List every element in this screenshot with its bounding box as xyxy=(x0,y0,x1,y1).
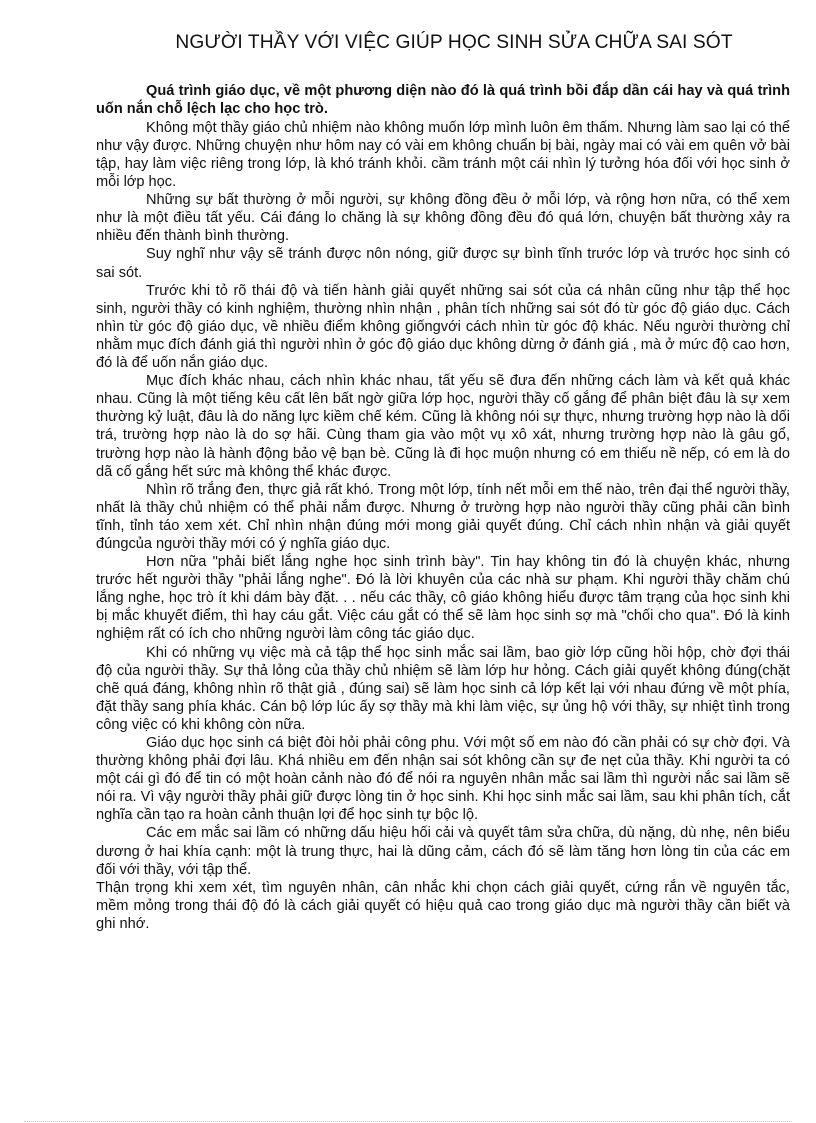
body-paragraph-5: Mục đích khác nhau, cách nhìn khác nhau, tất yếu sẽ đưa đến những cách làm và kết quả khác nhau. Cũng là một tiếng kêu cất lên bất ngờ giữa lớp học, người thầy cố gắng để phân biệt đâu là sự xem thường kỷ luật, đâu là do năng lực kiềm chế kém. Cũng là không nói sự thực, nhưng trường hợp nào là dối trá, trường hợp nào là do sợ hãi. Cùng tham gia vào một vụ xô xát, nhưng trường hợp nào là gâu gổ, trường hợp nào là hành động bảo vệ bạn bè. Cũng là đi học muộn nhưng có em thiếu nề nếp, có em là do dã cố gắng hết sức mà không thể khác được. xyxy=(96,373,790,480)
body-paragraph-3: Suy nghĩ như vậy sẽ tránh được nôn nóng, giữ được sự bình tĩnh trước lớp và trước học sinh có sai sót. xyxy=(96,246,790,281)
body-paragraph-7: Hơn nữa "phải biết lắng nghe học sinh trình bày". Tin hay không tin đó là chuyện khác, nhưng trước hết người thầy "phải lắng nghe". Đó là lời khuyên của các nhà sư phạm. Khi người thầy chăm chú lắng nghe, học trò ít khi dám bày đặt. . . nếu các thầy, cô giáo không hiểu được tâm trạng của học sinh khi bị mắc khuyết điểm, thì hay cáu gắt. Việc cáu gắt có thể sẽ làm học sinh sợ mà "chối cho qua". Đó là kinh nghiệm rất có ích cho những người làm công tác giáo dục. xyxy=(96,554,790,643)
document-page xyxy=(96,30,790,933)
lead-paragraph: Quá trình giáo dục, về một phương diện nào đó là quá trình bồi đắp dần cái hay và quá trình uốn nắn chỗ lệch lạc cho học trò. xyxy=(96,83,790,118)
document-title: NGƯỜI THẦY VỚI VIỆC GIÚP HỌC SINH SỬA CHỮA SAI SÓT xyxy=(175,32,733,53)
body-paragraph-9: Giáo dục học sinh cá biệt đòi hỏi phải công phu. Với một số em nào đó cần phải có sự chờ đợi. Và thường không phải đợi lâu. Khá nhiều em đến nhận sai sót không cần sự đe nẹt của thầy. Khi người ta có một cái gì đó để tin có một hoàn cảnh nào đó để nói ra nguyên nhân mắc sai lầm thì người nắc sai lầm sẽ nói ra. Vì vậy người thầy phải giữ được lòng tin ở học sinh. Khi học sinh mắc sai lầm, sau khi phân tích, cắt nghĩa cần tạo ra hoàn cảnh thuận lợi để học sinh tự bộc lộ. xyxy=(96,735,791,824)
body-paragraph-8: Khi có những vụ việc mà cả tập thể học sinh mắc sai lầm, bao giờ lớp cũng hồi hộp, chờ đợi thái độ của người thầy. Sự thả lỏng của thầy chủ nhiệm sẽ làm lớp hư hỏng. Cách giải quyết không đúng(chặt chẽ quá đáng, không nhìn rõ thật giả , đúng sai) sẽ làm học sinh cả lớp kết lại với nhau đứng về một phía, đặt thầy sang phía khác. Cán bộ lớp lúc ấy sợ thầy mà khi làm việc, sự ủng hộ với thầy, sự nhiệt tình trong công việc có khi không còn nữa. xyxy=(96,644,790,733)
page-bottom-divider xyxy=(24,1121,792,1122)
body-paragraph-4: Trước khi tỏ rõ thái độ và tiến hành giải quyết những sai sót của cá nhân cũng như tập thể học sinh, người thầy có kinh nghiệm, thường nhìn nhận , phân tích những sai sót đó từ góc độ giáo dục. Cách nhìn từ góc độ giáo dục, về nhiều điểm không giốngvới cách nhìn từ góc độ khác. Nếu người thường chỉ nhằm mục đích đánh giá thì người nhìn ở góc độ giáo dục không dừng ở đánh giá , mà ở mức độ cao hơn, đó là để uốn nắn giáo dục. xyxy=(96,282,790,372)
body-paragraph-10: Các em mắc sai lầm có những dấu hiệu hối cải và quyết tâm sửa chữa, dù nặng, dù nhẹ, nên biểu dương ở hai khía cạnh: một là trung thực, hai là dũng cảm, cách đó sẽ làm tăng hơn lòng tin của các em đối với thầy, với tập thể. xyxy=(96,825,790,878)
body-paragraph-2: Những sự bất thường ở mỗi người, sự không đồng đều ở mỗi lớp, và rộng hơn nữa, có thể xem như là một điều tất yếu. Cái đáng lo chăng là sự không đồng đều đó quá lớn, chuyện bất thường xảy ra nhiều đến thành bình thường. xyxy=(96,192,790,245)
body-paragraph-6: Nhìn rõ trắng đen, thực giả rất khó. Trong một lớp, tính nết mỗi em thế nào, trên đại thể người thầy, nhất là thầy chủ nhiệm có thể phải nắm được. Nhưng ở trường hợp nào người thầy cũng phải cần bình tĩnh, tỉnh táo xem xét. Chỉ nhìn nhận đúng mới mong giải quyết đúng. Chỉ cách nhìn nhận và giải quyết đúngcủa người thầy mới có ý nghĩa giáo dục. xyxy=(96,481,790,552)
closing-paragraph: Thận trọng khi xem xét, tìm nguyên nhân, cân nhắc khi chọn cách giải quyết, cứng rắn về nguyên tắc, mềm mỏng trong thái độ đó là cách giải quyết có hiệu quả cao trong giáo dục mà người thầy cần biết và ghi nhớ. xyxy=(96,879,790,932)
body-paragraph-1: Không một thầy giáo chủ nhiệm nào không muốn lớp mình luôn êm thấm. Nhưng làm sao lại có thể như vậy được. Những chuyện như hôm nay có vài em không chuẩn bị bài, ngày mai có vài em quên vở bài tập, hay làm việc riêng trong lớp, là khó tránh khỏi. cầm tránh một cái nhìn lý tưởng hóa đối với học sinh ở mỗi lớp học. xyxy=(96,119,790,191)
